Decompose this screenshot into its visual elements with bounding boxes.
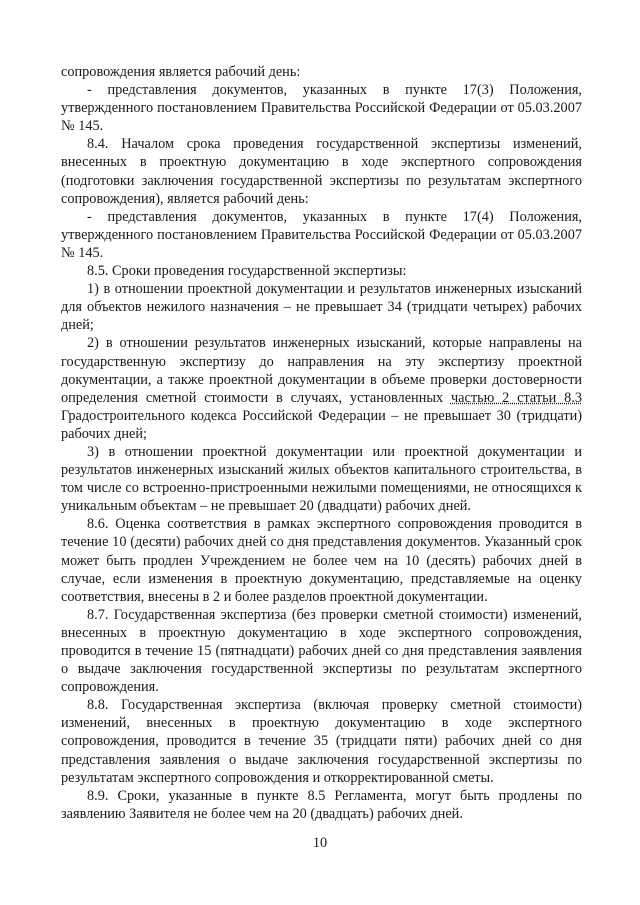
- paragraph-8-5-item-1: 1) в отношении проектной документации и результатов инженерных изысканий для объектов нежилого назначения – не превышает 34 (тридцати четырех) рабочих дней;: [61, 281, 582, 334]
- paragraph-item-17-4: - представления документов, указанных в пункте 17(4) Положения, утвержденного постановлением Правительства Российской Федерации от 05.03.2007 № 145.: [61, 208, 582, 261]
- paragraph-8-4: 8.4. Началом срока проведения государственной экспертизы изменений, внесенных в проектную документацию в ходе экспертного сопровождения (подготовки заключения государственной экспертизы по результатам экспертного сопровождения), является рабочий день:: [61, 136, 582, 207]
- paragraph-8-8: 8.8. Государственная экспертиза (включая проверку сметной стоимости) изменений, внесенных в проектную документацию в ходе экспертного сопровождения, проводится в течение 35 (тридцати пяти) рабочих дней со дня представления заявления о выдаче заключения государственной экспертизы по результатам экспертного сопровождения и откорректированной сметы.: [61, 697, 582, 786]
- paragraph-8-6: 8.6. Оценка соответствия в рамках экспертного сопровождения проводится в течение 10 (десяти) рабочих дней со дня представления документов. Указанный срок может быть продлен Учреждением не более чем на 10 (десять) рабочих дней в случае, если изменения в проектную документацию, представляемые на оценку соответствия, внесены в 2 и более разделов проектной документации.: [61, 516, 582, 605]
- article-8-3-link[interactable]: частью 2 статьи 8.3: [450, 389, 582, 406]
- paragraph-8-5-item-3: 3) в отношении проектной документации или проектной документации и результатов инженерных изысканий жилых объектов капитального строительства, в том числе со встроенно-пристроенными нежилыми помещениями, не относящихся к уникальным объектам – не превышает 20 (двадцати) рабочих дней.: [61, 443, 582, 515]
- paragraph-item-17-3: - представления документов, указанных в пункте 17(3) Положения, утвержденного постановлением Правительства Российской Федерации от 05.03.2007 № 145.: [61, 82, 582, 135]
- paragraph-8-9: 8.9. Сроки, указанные в пункте 8.5 Регламента, могут быть продлены по заявлению Заявителя не более чем на 20 (двадцать) рабочих дней.: [61, 787, 582, 822]
- paragraph-8-5: 8.5. Сроки проведения государственной экспертизы:: [87, 263, 407, 280]
- paragraph-8-5-item-2: [61, 334, 582, 443]
- document-body: [61, 63, 582, 823]
- page-number: 10: [312, 835, 328, 851]
- paragraph-8-5-item-2-tail: Градостроительного кодекса Российской Федерации – не превышает 30 (тридцати) рабочих дней;: [61, 407, 582, 442]
- paragraph-continuation: сопровождения является рабочий день:: [61, 64, 301, 80]
- paragraph-8-7: 8.7. Государственная экспертиза (без проверки сметной стоимости) изменений, внесенных в проектную документацию в ходе экспертного сопровождения, проводится в течение 15 (пятнадцати) рабочих дней со дня представления заявления о выдаче заключения государственной экспертизы по результатам экспертного сопровождения.: [61, 606, 582, 696]
- paragraph-8-5-item-2-text: 2) в отношении результатов инженерных изысканий, которые направлены на государственную экспертизу до направления на эту экспертизу проектной документации, а также проектной документации в объеме проверки достоверности определения сметной стоимости в случаях, установленных: [61, 335, 582, 406]
